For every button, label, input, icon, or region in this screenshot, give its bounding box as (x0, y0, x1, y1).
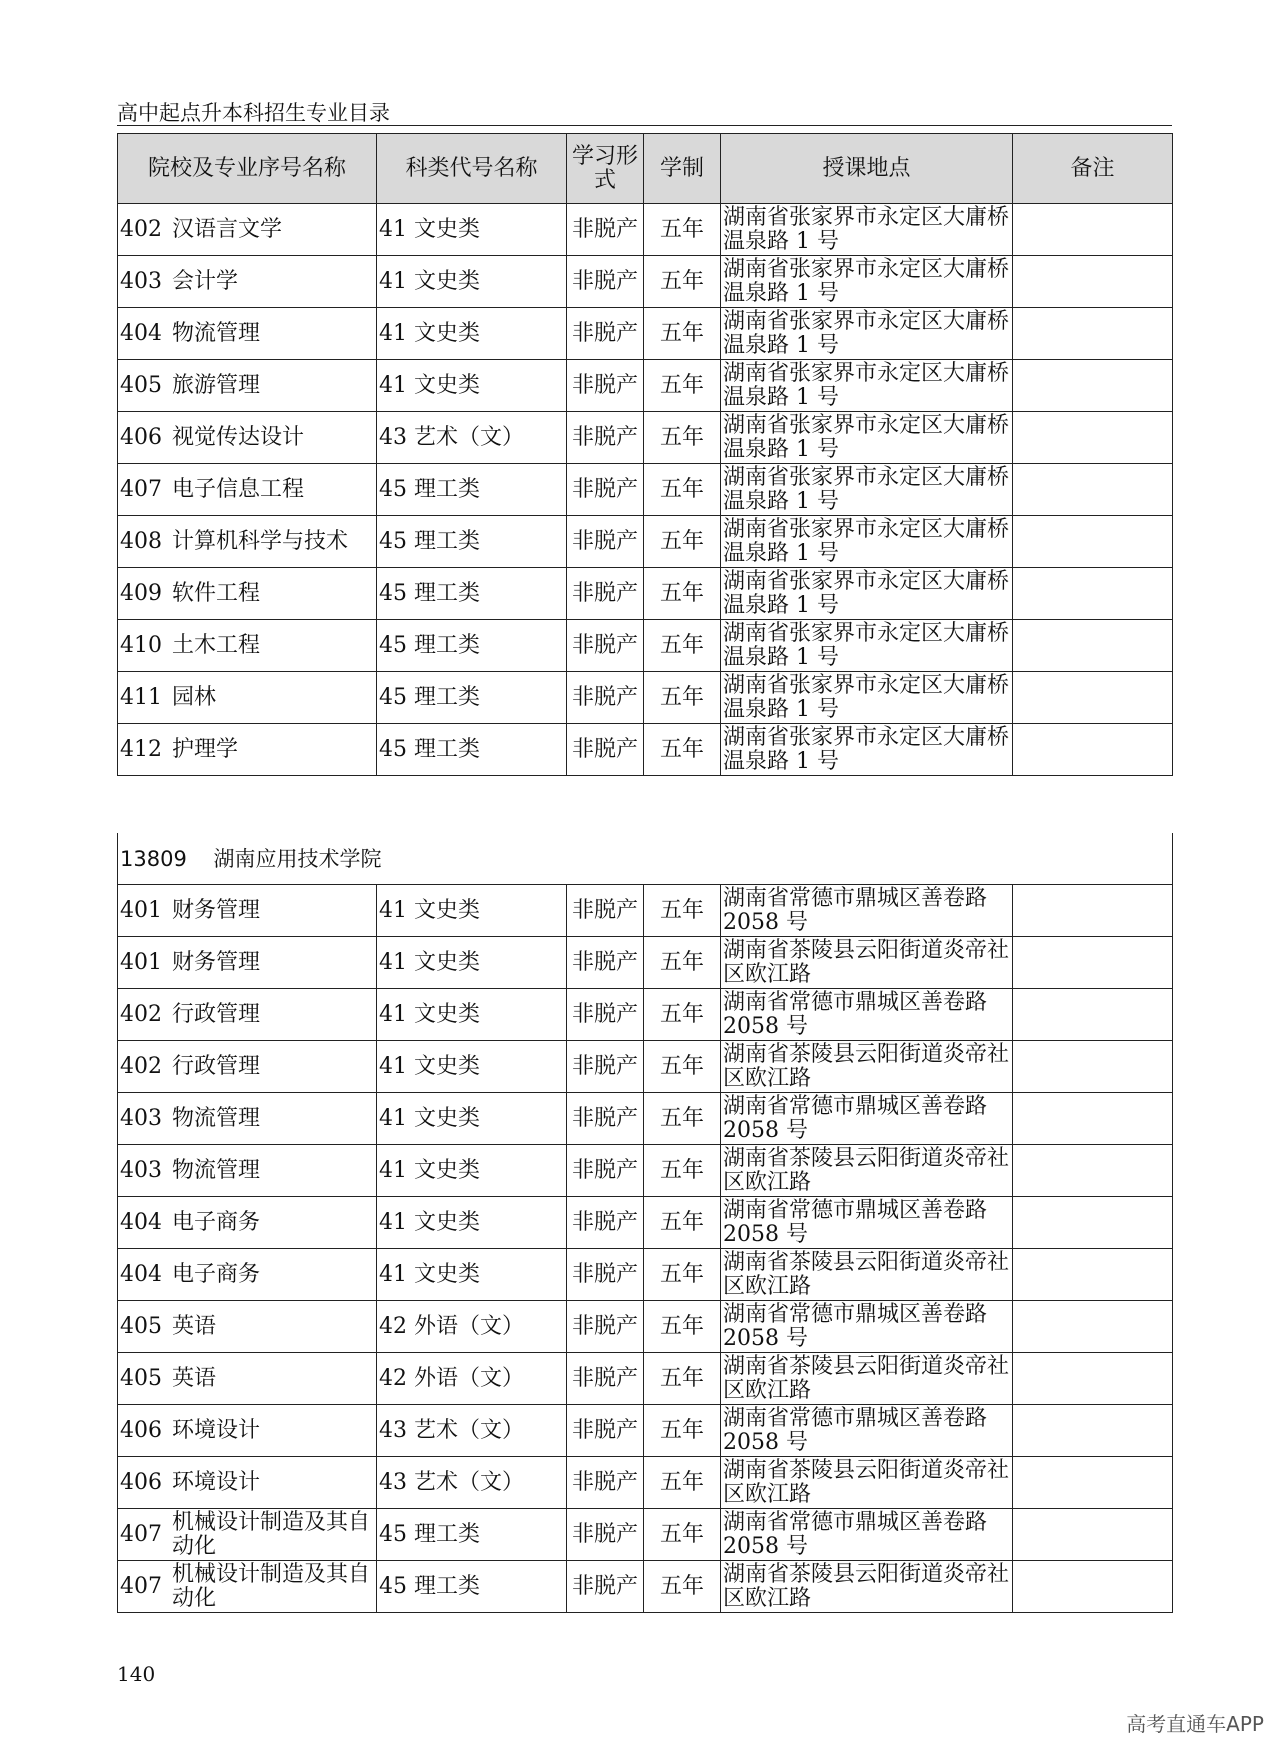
study-form-cell: 非脱产 (567, 568, 644, 620)
table-row (118, 516, 1173, 568)
school-name: 湖南应用技术学院 (213, 846, 382, 871)
category-cell: 41 文史类 (377, 989, 567, 1041)
major-cell (118, 1301, 377, 1353)
category-cell: 41 文史类 (377, 1249, 567, 1301)
notes-cell (1013, 516, 1173, 568)
location-cell: 湖南省茶陵县云阳街道炎帝社区欧江路 (721, 1145, 1013, 1197)
major-name: 环境设计 (172, 1469, 261, 1495)
major-name: 行政管理 (172, 1053, 261, 1079)
notes-cell (1013, 1405, 1173, 1457)
notes-cell (1013, 620, 1173, 672)
location-cell: 湖南省常德市鼎城区善卷路 2058 号 (721, 1509, 1013, 1561)
major-name: 园林 (172, 684, 217, 710)
major-name: 土木工程 (172, 632, 261, 658)
table-row (118, 1093, 1173, 1145)
major-cell (118, 1093, 377, 1145)
major-name: 物流管理 (172, 1157, 261, 1183)
table-row (118, 360, 1173, 412)
major-name: 软件工程 (172, 580, 261, 606)
table-row (118, 937, 1173, 989)
major-cell (118, 1145, 377, 1197)
location-cell: 湖南省常德市鼎城区善卷路 2058 号 (721, 1301, 1013, 1353)
notes-cell (1013, 1145, 1173, 1197)
table-row (118, 989, 1173, 1041)
school-code: 13809 (120, 846, 187, 871)
major-cell (118, 724, 377, 776)
major-cell (118, 1457, 377, 1509)
study-form-cell: 非脱产 (567, 1353, 644, 1405)
category-cell: 43 艺术（文） (377, 412, 567, 464)
duration-cell: 五年 (644, 1301, 721, 1353)
duration-cell: 五年 (644, 1405, 721, 1457)
study-form-cell: 非脱产 (567, 308, 644, 360)
category-cell: 43 艺术（文） (377, 1457, 567, 1509)
duration-cell: 五年 (644, 1457, 721, 1509)
table-1-body (118, 204, 1173, 776)
major-name: 物流管理 (172, 320, 261, 346)
category-cell: 41 文史类 (377, 308, 567, 360)
location-cell: 湖南省张家界市永定区大庸桥温泉路 1 号 (721, 204, 1013, 256)
location-cell: 湖南省张家界市永定区大庸桥温泉路 1 号 (721, 464, 1013, 516)
table-header-row (118, 134, 1173, 204)
table-row (118, 620, 1173, 672)
duration-cell: 五年 (644, 1249, 721, 1301)
category-cell: 41 文史类 (377, 1093, 567, 1145)
duration-cell: 五年 (644, 568, 721, 620)
location-cell: 湖南省张家界市永定区大庸桥温泉路 1 号 (721, 308, 1013, 360)
study-form-cell: 非脱产 (567, 204, 644, 256)
duration-cell: 五年 (644, 464, 721, 516)
duration-cell: 五年 (644, 724, 721, 776)
study-form-cell: 非脱产 (567, 256, 644, 308)
major-name: 电子商务 (172, 1261, 261, 1287)
category-cell: 45 理工类 (377, 516, 567, 568)
notes-cell (1013, 412, 1173, 464)
table-row (118, 412, 1173, 464)
major-cell (118, 256, 377, 308)
table-row (118, 1509, 1173, 1561)
major-code: 411 (120, 684, 162, 710)
category-cell: 42 外语（文） (377, 1353, 567, 1405)
major-cell (118, 412, 377, 464)
study-form-cell: 非脱产 (567, 724, 644, 776)
location-cell: 湖南省张家界市永定区大庸桥温泉路 1 号 (721, 360, 1013, 412)
major-code: 402 (120, 216, 162, 242)
major-code: 404 (120, 320, 162, 346)
watermark: 高考直通车APP (1126, 1712, 1264, 1736)
category-cell: 45 理工类 (377, 1561, 567, 1613)
header-divider (117, 125, 1172, 126)
table-row (118, 256, 1173, 308)
category-cell: 45 理工类 (377, 568, 567, 620)
table-row (118, 1197, 1173, 1249)
duration-cell: 五年 (644, 256, 721, 308)
major-code: 406 (120, 1417, 162, 1443)
location-cell: 湖南省茶陵县云阳街道炎帝社区欧江路 (721, 937, 1013, 989)
duration-cell: 五年 (644, 620, 721, 672)
major-cell (118, 1405, 377, 1457)
table-row (118, 464, 1173, 516)
major-name: 护理学 (172, 736, 239, 762)
location-cell: 湖南省常德市鼎城区善卷路 2058 号 (721, 1405, 1013, 1457)
table-row (118, 672, 1173, 724)
table-row (118, 1457, 1173, 1509)
notes-cell (1013, 672, 1173, 724)
major-code: 408 (120, 528, 162, 554)
major-cell (118, 464, 377, 516)
category-cell: 45 理工类 (377, 724, 567, 776)
major-name: 物流管理 (172, 1105, 261, 1131)
duration-cell: 五年 (644, 1145, 721, 1197)
major-cell (118, 1249, 377, 1301)
major-name: 行政管理 (172, 1001, 261, 1027)
major-name: 财务管理 (172, 949, 261, 975)
category-cell: 42 外语（文） (377, 1301, 567, 1353)
major-name: 旅游管理 (172, 372, 261, 398)
duration-cell: 五年 (644, 885, 721, 937)
duration-cell: 五年 (644, 672, 721, 724)
category-cell: 41 文史类 (377, 885, 567, 937)
location-cell: 湖南省张家界市永定区大庸桥温泉路 1 号 (721, 256, 1013, 308)
school-heading (118, 833, 1173, 885)
col-header-study-form: 学习形式 (567, 134, 644, 204)
duration-cell: 五年 (644, 1561, 721, 1613)
major-name: 会计学 (172, 268, 239, 294)
location-cell: 湖南省张家界市永定区大庸桥温泉路 1 号 (721, 412, 1013, 464)
study-form-cell: 非脱产 (567, 1405, 644, 1457)
location-cell: 湖南省茶陵县云阳街道炎帝社区欧江路 (721, 1457, 1013, 1509)
study-form-cell: 非脱产 (567, 464, 644, 516)
table-row (118, 724, 1173, 776)
major-code: 407 (120, 476, 162, 502)
table-2-body (118, 833, 1173, 1613)
major-name: 英语 (172, 1313, 217, 1339)
notes-cell (1013, 1197, 1173, 1249)
major-code: 409 (120, 580, 162, 606)
duration-cell: 五年 (644, 1509, 721, 1561)
study-form-cell: 非脱产 (567, 1093, 644, 1145)
table-row (118, 885, 1173, 937)
duration-cell: 五年 (644, 516, 721, 568)
location-cell: 湖南省茶陵县云阳街道炎帝社区欧江路 (721, 1561, 1013, 1613)
notes-cell (1013, 1093, 1173, 1145)
notes-cell (1013, 256, 1173, 308)
major-code: 402 (120, 1053, 162, 1079)
col-header-notes: 备注 (1013, 134, 1173, 204)
table-row (118, 1353, 1173, 1405)
major-name: 机械设计制造及其自动化 (172, 1509, 371, 1559)
duration-cell: 五年 (644, 412, 721, 464)
major-cell (118, 1197, 377, 1249)
duration-cell: 五年 (644, 204, 721, 256)
notes-cell (1013, 204, 1173, 256)
major-code: 405 (120, 372, 162, 398)
category-cell: 45 理工类 (377, 464, 567, 516)
notes-cell (1013, 464, 1173, 516)
location-cell: 湖南省常德市鼎城区善卷路 2058 号 (721, 1093, 1013, 1145)
major-name: 视觉传达设计 (172, 424, 305, 450)
notes-cell (1013, 568, 1173, 620)
table-row (118, 1249, 1173, 1301)
major-code: 405 (120, 1313, 162, 1339)
major-code: 403 (120, 1157, 162, 1183)
study-form-cell: 非脱产 (567, 1561, 644, 1613)
notes-cell (1013, 989, 1173, 1041)
location-cell: 湖南省茶陵县云阳街道炎帝社区欧江路 (721, 1249, 1013, 1301)
major-cell (118, 1509, 377, 1561)
study-form-cell: 非脱产 (567, 1457, 644, 1509)
school-row (118, 833, 1173, 885)
study-form-cell: 非脱产 (567, 672, 644, 724)
study-form-cell: 非脱产 (567, 1509, 644, 1561)
category-cell: 45 理工类 (377, 620, 567, 672)
major-cell (118, 620, 377, 672)
duration-cell: 五年 (644, 360, 721, 412)
category-cell: 45 理工类 (377, 1509, 567, 1561)
table-row (118, 568, 1173, 620)
table-row (118, 1405, 1173, 1457)
study-form-cell: 非脱产 (567, 1145, 644, 1197)
col-header-duration: 学制 (644, 134, 721, 204)
study-form-cell: 非脱产 (567, 1197, 644, 1249)
major-cell (118, 516, 377, 568)
major-code: 410 (120, 632, 162, 658)
major-cell (118, 204, 377, 256)
major-name: 电子商务 (172, 1209, 261, 1235)
major-cell (118, 885, 377, 937)
notes-cell (1013, 360, 1173, 412)
major-code: 403 (120, 268, 162, 294)
location-cell: 湖南省茶陵县云阳街道炎帝社区欧江路 (721, 1353, 1013, 1405)
col-header-major: 院校及专业序号名称 (118, 134, 377, 204)
major-cell (118, 308, 377, 360)
major-table-2 (117, 833, 1173, 1613)
col-header-category: 科类代号名称 (377, 134, 567, 204)
major-cell (118, 1041, 377, 1093)
major-cell (118, 989, 377, 1041)
study-form-cell: 非脱产 (567, 1249, 644, 1301)
study-form-cell: 非脱产 (567, 989, 644, 1041)
col-header-location: 授课地点 (721, 134, 1013, 204)
duration-cell: 五年 (644, 937, 721, 989)
category-cell: 43 艺术（文） (377, 1405, 567, 1457)
category-cell: 41 文史类 (377, 1041, 567, 1093)
major-name: 财务管理 (172, 897, 261, 923)
major-name: 机械设计制造及其自动化 (172, 1561, 371, 1611)
major-code: 406 (120, 1469, 162, 1495)
page-number: 140 (117, 1662, 156, 1686)
duration-cell: 五年 (644, 1093, 721, 1145)
duration-cell: 五年 (644, 1197, 721, 1249)
study-form-cell: 非脱产 (567, 937, 644, 989)
category-cell: 41 文史类 (377, 256, 567, 308)
location-cell: 湖南省茶陵县云阳街道炎帝社区欧江路 (721, 1041, 1013, 1093)
table-row (118, 1041, 1173, 1093)
major-cell (118, 1353, 377, 1405)
major-cell (118, 672, 377, 724)
category-cell: 41 文史类 (377, 1197, 567, 1249)
notes-cell (1013, 1301, 1173, 1353)
major-code: 407 (120, 1521, 162, 1547)
notes-cell (1013, 1561, 1173, 1613)
major-code: 404 (120, 1261, 162, 1287)
table-row (118, 204, 1173, 256)
study-form-cell: 非脱产 (567, 885, 644, 937)
major-code: 402 (120, 1001, 162, 1027)
major-code: 401 (120, 897, 162, 923)
table-row (118, 308, 1173, 360)
study-form-cell: 非脱产 (567, 412, 644, 464)
location-cell: 湖南省张家界市永定区大庸桥温泉路 1 号 (721, 724, 1013, 776)
page-header-title: 高中起点升本科招生专业目录 (117, 101, 390, 125)
location-cell: 湖南省张家界市永定区大庸桥温泉路 1 号 (721, 672, 1013, 724)
major-name: 电子信息工程 (172, 476, 305, 502)
table-row (118, 1145, 1173, 1197)
major-cell (118, 568, 377, 620)
major-cell (118, 937, 377, 989)
study-form-cell: 非脱产 (567, 620, 644, 672)
notes-cell (1013, 1509, 1173, 1561)
major-name: 英语 (172, 1365, 217, 1391)
notes-cell (1013, 885, 1173, 937)
major-code: 404 (120, 1209, 162, 1235)
notes-cell (1013, 937, 1173, 989)
location-cell: 湖南省张家界市永定区大庸桥温泉路 1 号 (721, 620, 1013, 672)
notes-cell (1013, 308, 1173, 360)
major-code: 406 (120, 424, 162, 450)
location-cell: 湖南省张家界市永定区大庸桥温泉路 1 号 (721, 516, 1013, 568)
table-row (118, 1561, 1173, 1613)
study-form-cell: 非脱产 (567, 1041, 644, 1093)
major-table-1 (117, 133, 1173, 776)
notes-cell (1013, 724, 1173, 776)
location-cell: 湖南省常德市鼎城区善卷路 2058 号 (721, 989, 1013, 1041)
table-row (118, 1301, 1173, 1353)
category-cell: 41 文史类 (377, 937, 567, 989)
duration-cell: 五年 (644, 1041, 721, 1093)
notes-cell (1013, 1353, 1173, 1405)
major-name: 环境设计 (172, 1417, 261, 1443)
major-cell (118, 1561, 377, 1613)
location-cell: 湖南省常德市鼎城区善卷路 2058 号 (721, 885, 1013, 937)
study-form-cell: 非脱产 (567, 360, 644, 412)
duration-cell: 五年 (644, 989, 721, 1041)
major-code: 407 (120, 1573, 162, 1599)
notes-cell (1013, 1249, 1173, 1301)
major-name: 计算机科学与技术 (172, 528, 349, 554)
duration-cell: 五年 (644, 308, 721, 360)
study-form-cell: 非脱产 (567, 516, 644, 568)
major-code: 405 (120, 1365, 162, 1391)
major-code: 412 (120, 736, 162, 762)
category-cell: 45 理工类 (377, 672, 567, 724)
location-cell: 湖南省张家界市永定区大庸桥温泉路 1 号 (721, 568, 1013, 620)
major-code: 403 (120, 1105, 162, 1131)
major-name: 汉语言文学 (172, 216, 283, 242)
study-form-cell: 非脱产 (567, 1301, 644, 1353)
notes-cell (1013, 1041, 1173, 1093)
category-cell: 41 文史类 (377, 204, 567, 256)
category-cell: 41 文史类 (377, 1145, 567, 1197)
major-cell (118, 360, 377, 412)
major-code: 401 (120, 949, 162, 975)
duration-cell: 五年 (644, 1353, 721, 1405)
location-cell: 湖南省常德市鼎城区善卷路 2058 号 (721, 1197, 1013, 1249)
notes-cell (1013, 1457, 1173, 1509)
category-cell: 41 文史类 (377, 360, 567, 412)
